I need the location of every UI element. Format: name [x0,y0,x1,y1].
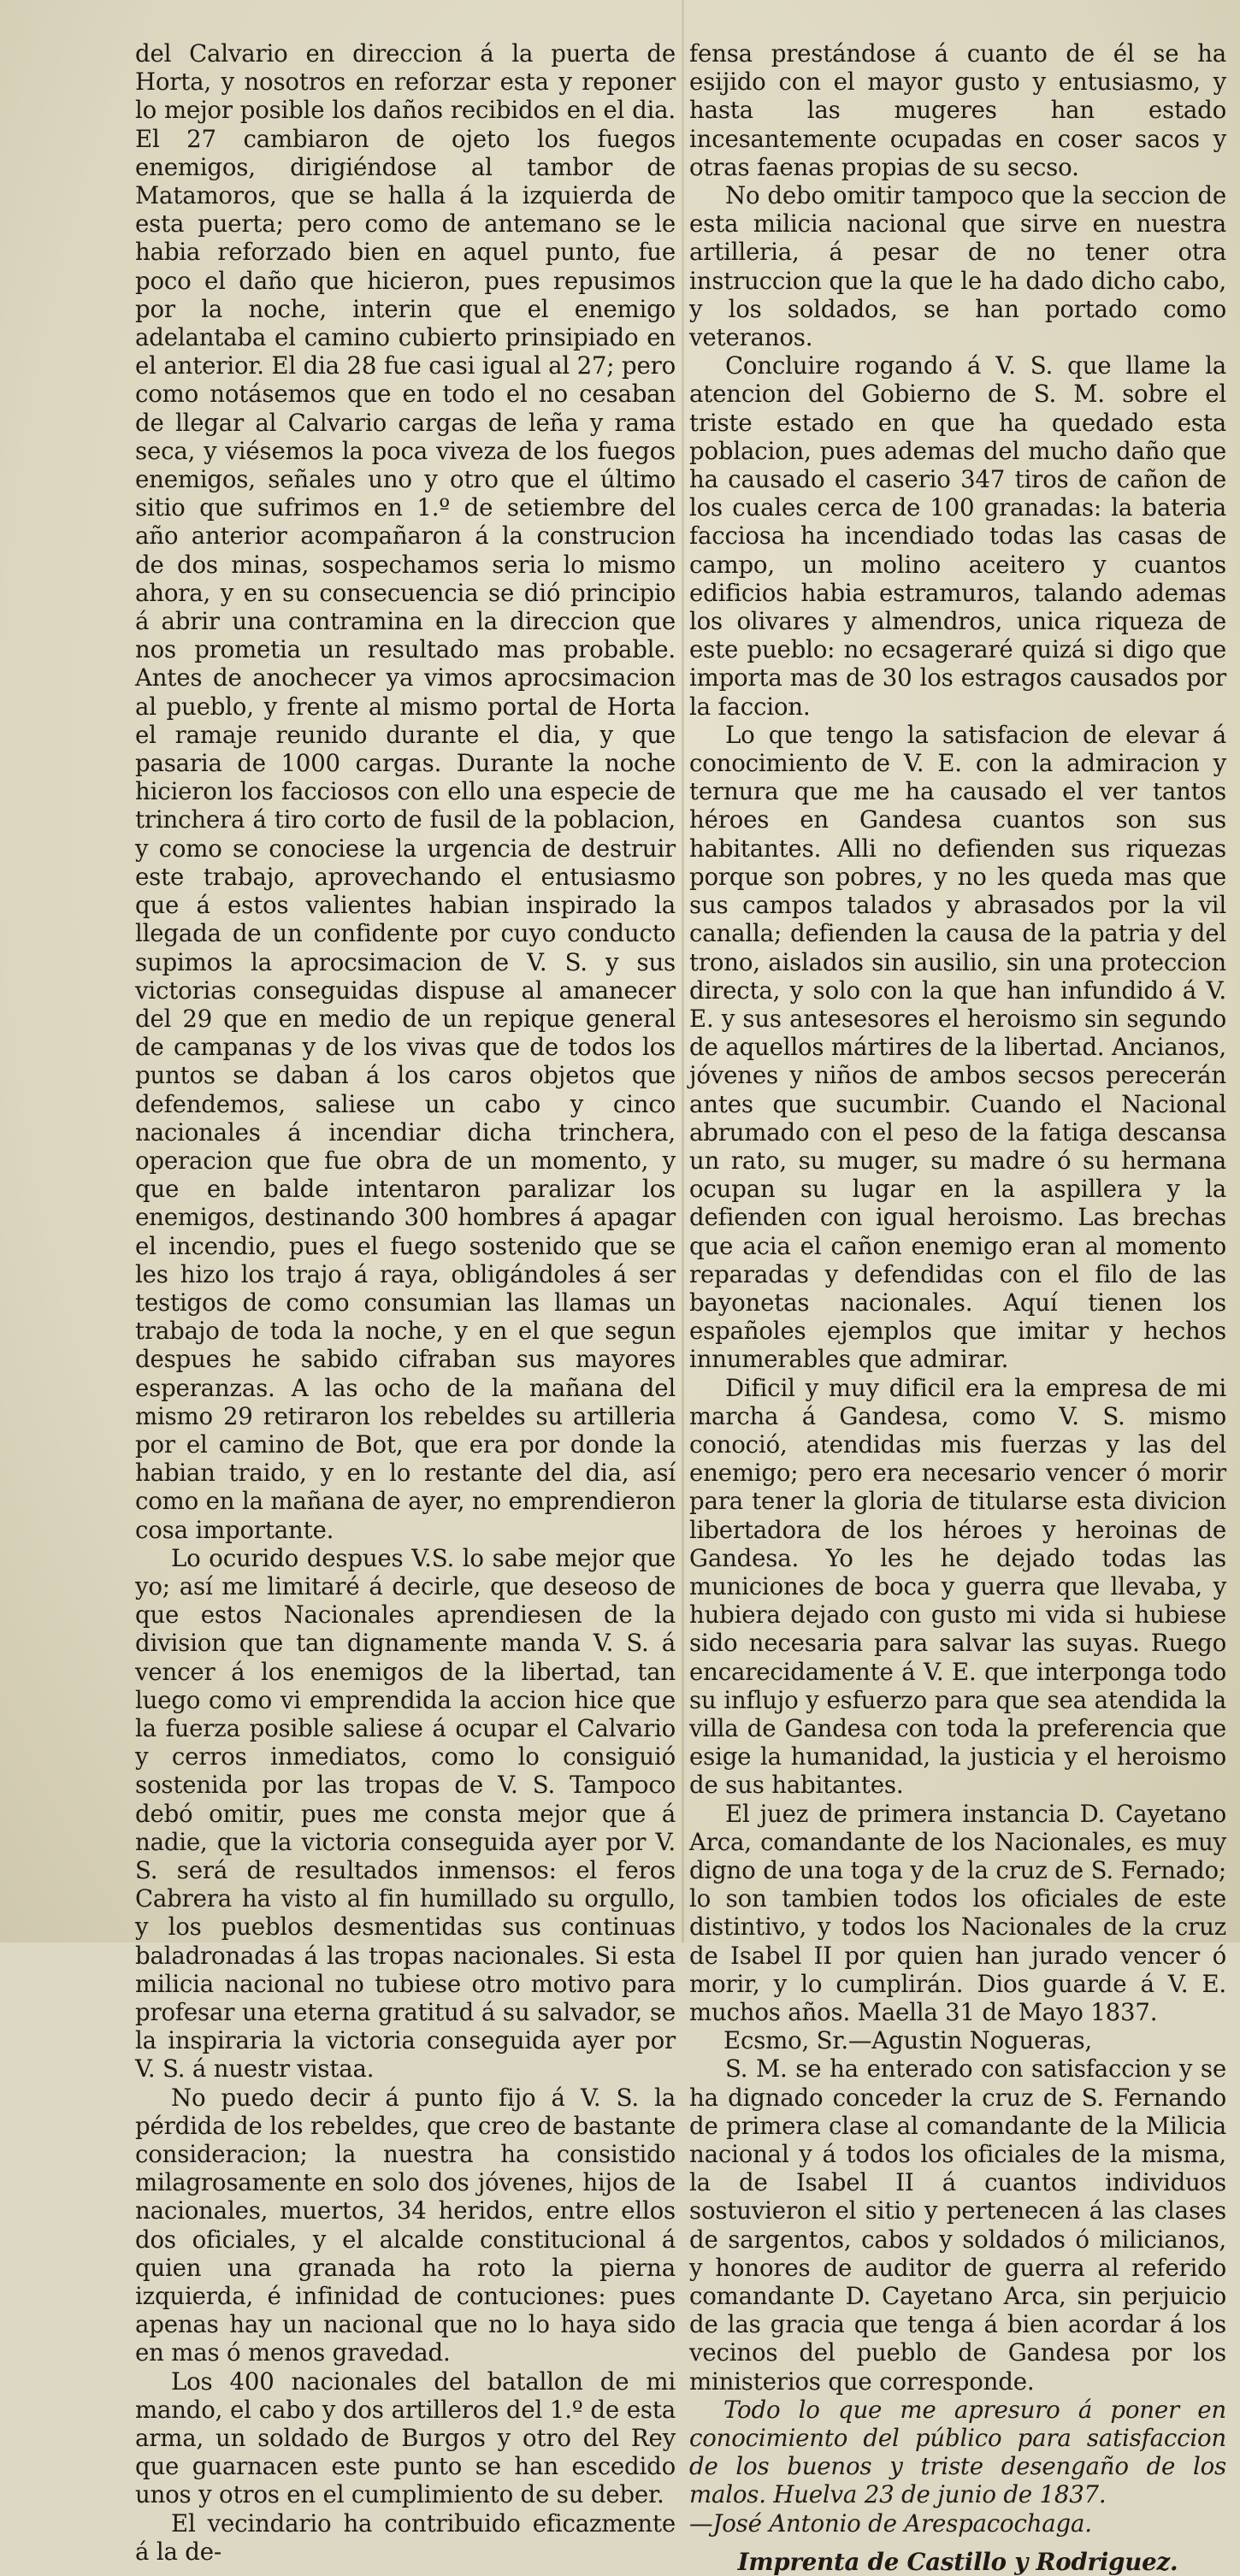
signoff: Ecsmo, Sr.—Agustin Nogueras, [723,2026,1092,2055]
paragraph: Dificil y muy dificil era la empresa de mi marcha á Gandesa, como V. S. mismo conoció, atendidas mis fuerzas y las del enemigo; pero era necesario vencer ó morir para tener la gloria de titularse esta divicion libertadora de los héroes y heroinas de Gandesa. Yo les he dejado todas las municiones de boca y guerra que llevaba, y hubiera dejado con gusto mi vida si hubiese sido necesaria para salvar las suyas. Ruego encarecidamente á V. E. que interponga todo su influjo y esfuerzo para que sea atendida la villa de Gandesa con toda la preferencia que esige la humanidad, la justicia y el heroismo de sus habitantes. [689,1373,1226,1800]
printer-imprint: Imprenta de Castillo y Rodriguez. [737,2547,1178,2576]
paragraph: S. M. se ha enterado con satisfaccion y se ha dignado conceder la cruz de S. Fernando de primera clase al comandante de la Milicia nacional y á todos los oficiales de la misma, la de Isabel II á cuantos individuos sostuvieron el sitio y pertenecen á las clases de sargentos, cabos y soldados ó milicianos, y honores de auditor de guerra al referido comandante D. Cayetano Arca, sin perjuicio de las gracia que tenga á bien acordar á los vecinos del pueblo de Gandesa por los ministerios que corresponde. [689,2054,1226,2396]
paragraph: Lo que tengo la satisfacion de elevar á conocimiento de V. E. con la admiracion y ternura que me ha causado el ver tantos héroes en Gandesa cuantos son sus habitantes. Alli no defienden sus riquezas porque son pobres, y no les queda mas que sus campos talados y abrasados por la vil canalla; defienden la causa de la patria y del trono, aislados sin ausilio, sin una proteccion directa, y solo con la que han infundido á V. E. y sus antesesores el heroismo sin segundo de aquellos mártires de la libertad. Ancianos, jóvenes y niños de ambos secsos perecerán antes que sucumbir. Cuando el Nacional abrumado con el peso de la fatiga descansa un rato, su muger, su madre ó su hermana ocupan su lugar en la aspillera y la defienden con igual heroismo. Las brechas que acia el cañon enemigo eran al momento reparadas y defendidas con el filo de las bayonetas nacionales. Aquí tienen los españoles ejemplos que imitar y hechos innumerables que admirar. [689,720,1226,1374]
paragraph: Lo ocurido despues V.S. lo sabe mejor que yo; así me limitaré á decirle, que deseoso de que estos Nacionales aprendiesen de la division que tan dignamente manda V. S. á vencer á los enemigos de la libertad, tan luego como vi emprendida la accion hice que la fuerza posible saliese á ocupar el Calvario y cerros inmediatos, como lo consiguió sostenida por las tropas de V. S. Tampoco debó omitir, pues me consta mejor que á nadie, que la victoria conseguida ayer por V. S. será de resultados inmensos: el feros Cabrera ha visto al fin humillado su orgullo, y los pueblos desmentidas sus continuas baladronadas á las tropas nacionales. Si esta milicia nacional no tubiese otro motivo para profesar una eterna gratitud á su salvador, se la inspiraria la victoria conseguida ayer por V. S. á nuestr vistaa. [135,1543,676,2084]
paragraph: Los 400 nacionales del batallon de mi mando, el cabo y dos artilleros del 1.º de esta arma, un soldado de Burgos y otro del Rey que guarnacen este punto se han escedido unos y otros en el cumplimiento de su deber. [135,2367,676,2509]
left-column [135,39,676,2566]
paragraph: El vecindario ha contribuido eficazmente á la de- [135,2508,676,2566]
closing-text: Todo lo que me apresuro á poner en conocimiento del público para satisfaccion de los buenos y triste desengaño de los malos. Huelva 23 de junio de 1837. [689,2395,1226,2509]
right-column [689,39,1226,2576]
column-fold [682,0,684,1942]
paragraph: del Calvario en direccion á la puerta de Horta, y nosotros en reforzar esta y reponer lo mejor posible los daños recibidos en el dia. El 27 cambiaron de ojeto los fuegos enemigos, dirigiéndose al tambor de Matamoros, que se halla á la izquierda de esta puerta; pero como de antemano se le habia reforzado bien en aquel punto, fue poco el daño que hicieron, pues repusimos por la noche, interin que el enemigo adelantaba el camino cubierto prinsipiado en el anterior. El dia 28 fue casi igual al 27; pero como notásemos que en todo el no cesaban de llegar al Calvario cargas de leña y rama seca, y viésemos la poca viveza de los fuegos enemigos, señales uno y otro que el último sitio que sufrimos en 1.º de setiembre del año anterior acompañaron á la construcion de dos minas, sospechamos seria lo mismo ahora, y en su consecuencia se dió principio á abrir una contramina en la direccion que nos prometia un resultado mas probable. Antes de anochecer ya vimos aprocsimacion al pueblo, y frente al mismo portal de Horta el ramaje reunido durante el dia, y que pasaria de 1000 cargas. Durante la noche hicieron los facciosos con ello una especie de trinchera á tiro corto de fusil de la poblacion, y como se conociese la urgencia de destruir este trabajo, aprovechando el entusiasmo que á estos valientes habian inspirado la llegada de un confidente por cuyo conducto supimos la aprocsimacion de V. S. y sus victorias conseguidas dispuse al amanecer del 29 que en medio de un repique general de campanas y de los vivas que de todos los puntos se daban á los caros objetos que defendemos, saliese un cabo y cinco nacionales á incendiar dicha trinchera, operacion que fue obra de un momento, y que en balde intentaron paralizar los enemigos, destinando 300 hombres á apagar el incendio, pues el fuego sostenido que se les hizo los trajo á raya, obligándoles á ser testigos de como consumian las llamas un trabajo de toda la noche, y en el que segun despues he sabido cifraban sus mayores esperanzas. A las ocho de la mañana del mismo 29 retiraron los rebeldes su artilleria por el camino de Bot, que era por donde la habian traido, y en lo restante del dia, así como en la mañana de ayer, no emprendieron cosa importante. [135,39,676,1544]
paragraph: No puedo decir á punto fijo á V. S. la pérdida de los rebeldes, que creo de bastante consideracion; la nuestra ha consistido milagrosamente en solo dos jóvenes, hijos de nacionales, muertos, 34 heridos, entre ellos dos oficiales, y el alcalde constitucional á quien una granada ha roto la pierna izquierda, é infinidad de contuciones: pues apenas hay un nacional que no lo haya sido en mas ó menos gravedad. [135,2083,676,2367]
paragraph: Concluire rogando á V. S. que llame la atencion del Gobierno de S. M. sobre el triste estado en que ha quedado esta poblacion, pues ademas del mucho daño que ha causado el caserio 347 tiros de cañon de los cuales cerca de 100 granadas: la bateria facciosa ha incendiado todas las casas de campo, un molino aceitero y cuantos edificios habia estramuros, talando ademas los olivares y almendros, unica riqueza de este pueblo: no ecsageraré quizá si digo que importa mas de 30 los estragos causados por la faccion. [689,351,1226,721]
author-signature: —José Antonio de Arespacochaga. [689,2508,1092,2538]
paragraph: El juez de primera instancia D. Cayetano Arca, comandante de los Nacionales, es muy digno de una toga y de la cruz de S. Fernado; lo son tambien todos los oficiales de este distintivo, y todos los Nacionales de la cruz de Isabel II por quien han jurado vencer ó morir, y lo cumplirán. Dios guarde á V. E. muchos años. Maella 31 de Mayo 1837. [689,1799,1226,2027]
paragraph: fensa prestándose á cuanto de él se ha esijido con el mayor gusto y entusiasmo, y hasta las mugeres han estado incesantemente ocupadas en coser sacos y otras faenas propias de su secso. [689,39,1226,181]
paragraph: No debo omitir tampoco que la seccion de esta milicia nacional que sirve en nuestra artilleria, á pesar de no tener otra instruccion que la que le ha dado dicho cabo, y los soldados, se han portado como veteranos. [689,181,1226,352]
